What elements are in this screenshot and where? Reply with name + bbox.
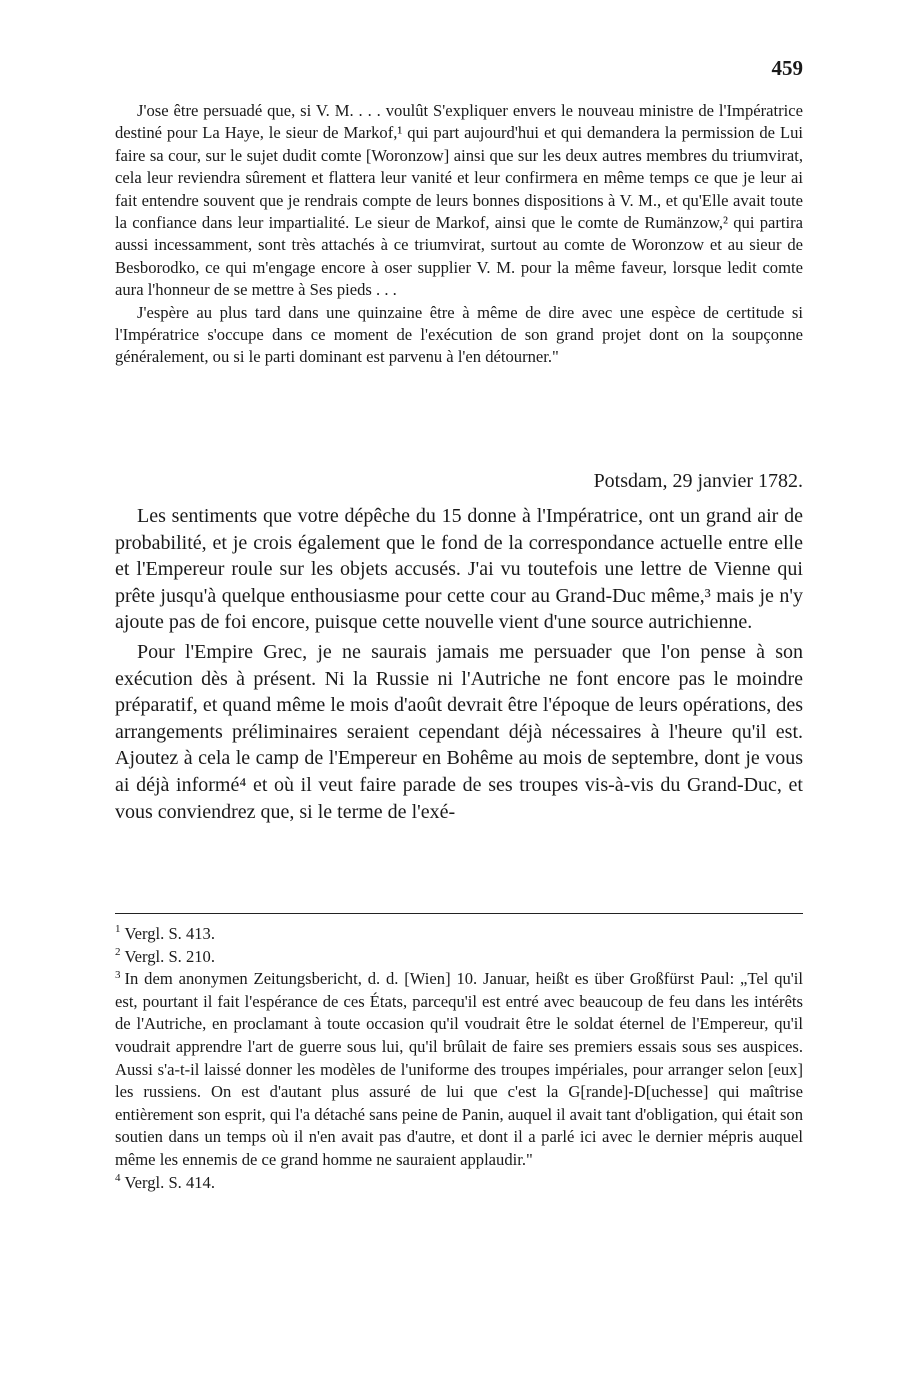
body-paragraph: Pour l'Empire Grec, je ne saurais jamais me persuader que l'on pense à son exécution dès à présent. Ni la Russie ni l'Autriche ne font encore pas le moindre préparatif, et quand même le mois d'août devrait être l'époque de leurs opérations, des arrangements préliminaires seraient cependant déjà nécessaires à l'heure qu'il est. Ajoutez à cela le camp de l'Empereur en Bohême au mois de septembre, dont je vous ai déjà informé⁴ et où il veut faire parade de ses troupes vis-à-vis du Grand-Duc, et vous conviendrez que, si le terme de l'exé- (115, 640, 803, 823)
footnote (115, 946, 803, 969)
footnote-text: Vergl. S. 414. (124, 1172, 216, 1192)
letter-paragraph: J'ose être persuadé que, si V. M. . . . voulût S'expliquer envers le nouveau ministre de l'Impératrice destiné pour La Haye, le sieur de Markof,¹ qui part aujourd'hui et qui demandera la permission de Lui faire sa cour, sur le sujet dudit comte [Woronzow] ainsi que sur les deux autres membres du triumvirat, cela leur reviendra sûrement et flattera leur vanité et leur confirmera en même temps ce que je leur ai fait entendre souvent que je rendrais compte de leurs bonnes dispositions à V. M., et qu'Elle avait toute la confiance dans leur impartialité. Le sieur de Markof, ainsi que le comte de Rumänzow,² qui partira aussi incessamment, sont très attachés à ce triumvirat, surtout au comte de Woronzow et au sieur de Besborodko, ce qui m'engage encore à oser supplier V. M. pour la même faveur, lorsque ledit comte aura l'honneur de se mettre à Ses pieds . . . (115, 101, 803, 300)
footnote-text: Vergl. S. 210. (124, 946, 216, 966)
footnotes (115, 923, 803, 1194)
body-paragraph: Les sentiments que votre dépêche du 15 donne à l'Impératrice, ont un grand air de probabilité, et je crois également que le fond de la correspondance actuelle entre elle et l'Empereur roule sur les objets accusés. J'ai vu toutefois une lettre de Vienne qui prête jusqu'à quelque enthousiasme pour cette cour au Grand-Duc même,³ mais je n'y ajoute pas de foi encore, puisque cette nouvelle vient d'une source autrichienne. (115, 505, 803, 634)
footnote-mark: 3 (115, 968, 121, 981)
footnote-divider (115, 913, 803, 914)
main-text (115, 503, 803, 828)
footnote (115, 968, 803, 1171)
quoted-letter (115, 100, 803, 369)
footnote-mark: 4 (115, 1172, 121, 1184)
page-number: 459 (771, 56, 803, 80)
dateline: Potsdam, 29 janvier 1782. (593, 470, 803, 492)
footnote-text: In dem anonymen Zeitungsbericht, d. d. [Wien] 10. Januar, heißt es über Großfürst Paul: „Tel qu'il est, pourtant il fait l'espérance de ces États, parcequ'il est entré avec beaucoup de feu dans les intérêts de l'Autriche, en proclamant à toute occasion qu'il voudrait être le soldat éternel de l'Empereur, qu'il voudrait apprendre l'art de guerre sous lui, qu'il brûlait de faire ses premiers essais sous ses auspices. Aussi s'a-t-il laissé donner les modèles de l'uniforme des troupes impériales, pour arranger selon [eux] les russiens. On est d'autant plus assuré de lui que c'est la G[rande]-D[uchesse] qui maîtrise entièrement son esprit, qui l'a détaché sans peine de Panin, auquel il avait tant d'obligation, qui était son soutien dans un temps où il n'en avait pas d'autre, et dont il a parlé ici avec le dernier mépris auquel même les ennemis de ce grand homme ne sauraient applaudir." (115, 969, 803, 1169)
footnote (115, 1172, 803, 1195)
footnote-text: Vergl. S. 413. (124, 924, 216, 943)
footnote (115, 923, 803, 946)
footnote-mark: 1 (115, 923, 121, 936)
footnote-mark: 2 (115, 946, 121, 959)
letter-paragraph: J'espère au plus tard dans une quinzaine être à même de dire avec une espèce de certitude si l'Impératrice s'occupe dans ce moment de l'exécution de son grand projet dont on la soupçonne généralement, ou si le parti dominant est parvenu à l'en détourner." (115, 302, 803, 367)
